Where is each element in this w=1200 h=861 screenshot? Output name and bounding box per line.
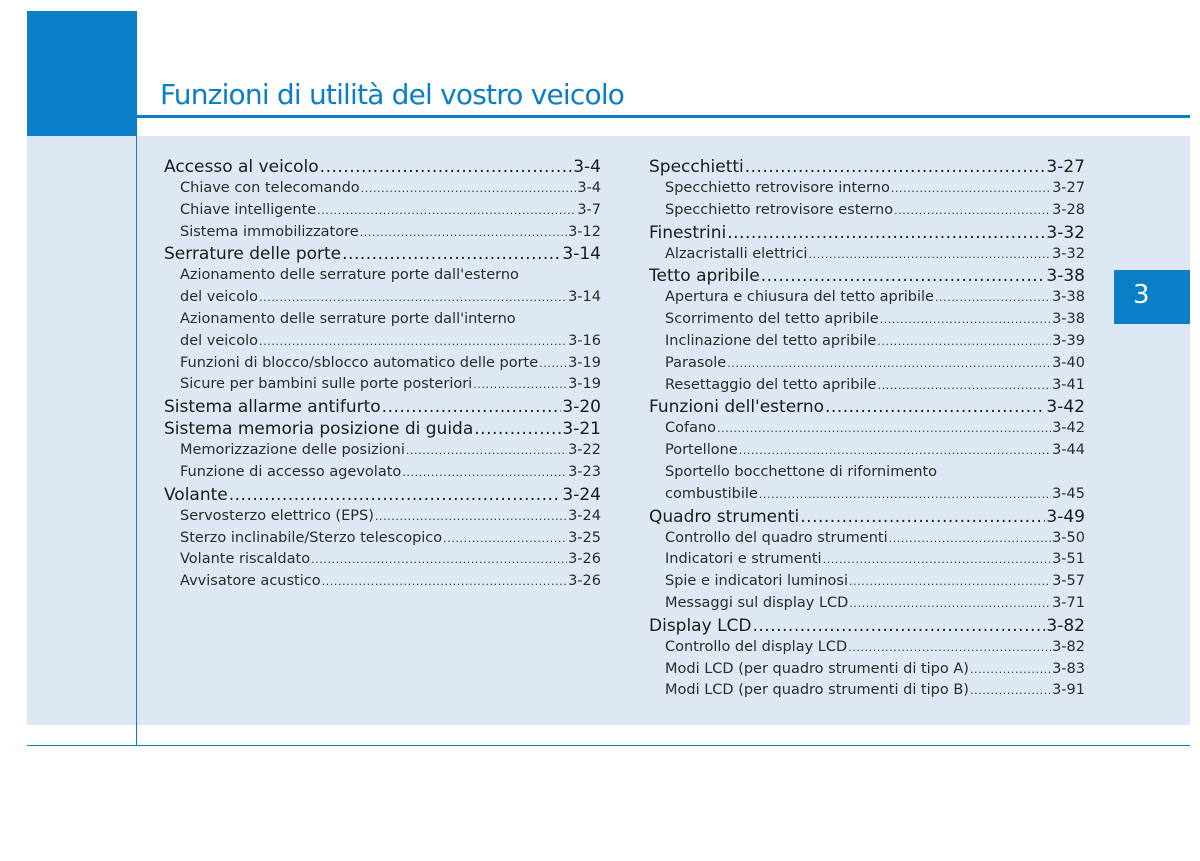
toc-subsection-entry[interactable] <box>164 265 601 287</box>
toc-subsection-entry[interactable] <box>164 506 601 528</box>
toc-subsection-entry[interactable] <box>649 375 1085 397</box>
toc-page-number: 3-83 <box>1052 660 1085 677</box>
toc-entry-label: Indicatori e strumenti <box>665 551 822 568</box>
toc-subsection-entry[interactable] <box>649 331 1085 353</box>
toc-entry-label: Chiave con telecomando <box>180 180 360 196</box>
toc-entry-label: Controllo del display LCD <box>665 638 848 655</box>
toc-leader-dots <box>539 353 567 375</box>
toc-leader-dots <box>759 484 1051 506</box>
toc-page-number: 3-38 <box>1046 266 1085 287</box>
toc-subsection-entry[interactable] <box>164 222 601 244</box>
toc-entry-label: del veicolo <box>180 332 259 349</box>
toc-subsection-entry[interactable] <box>649 484 1085 506</box>
toc-subsection-entry[interactable] <box>164 287 601 309</box>
toc-subsection-entry[interactable] <box>164 571 601 593</box>
toc-subsection-entry[interactable] <box>649 440 1085 462</box>
toc-subsection-entry[interactable] <box>164 178 601 200</box>
toc-page-number: 3-27 <box>1052 180 1085 196</box>
toc-entry-label: Chiave intelligente <box>180 201 317 218</box>
toc-subsection-entry[interactable] <box>649 637 1085 659</box>
toc-section-entry[interactable] <box>649 222 1085 244</box>
toc-page-number: 3-12 <box>568 223 601 240</box>
toc-subsection-entry[interactable] <box>164 528 601 550</box>
toc-entry-label: Accesso al veicolo <box>164 157 319 177</box>
toc-entry-label: Serrature delle porte <box>164 244 342 265</box>
toc-page-number: 3-82 <box>1052 638 1085 655</box>
toc-subsection-entry[interactable] <box>164 200 601 222</box>
toc-leader-dots <box>880 309 1051 331</box>
toc-entry-label: Modi LCD (per quadro strumenti di tipo A) <box>665 660 969 677</box>
toc-subsection-entry[interactable] <box>164 462 601 484</box>
toc-section-entry[interactable] <box>649 615 1085 637</box>
toc-entry-label: Spie e indicatori luminosi <box>665 573 848 590</box>
toc-leader-dots <box>259 287 567 309</box>
toc-page-number: 3-19 <box>568 376 601 393</box>
toc-entry-label: Avvisatore acustico <box>180 573 321 590</box>
toc-page-number: 3-19 <box>568 354 601 371</box>
toc-leader-dots <box>727 222 1045 244</box>
toc-page-number: 3-24 <box>562 484 601 505</box>
toc-leader-dots <box>473 374 567 396</box>
toc-page-number: 3-20 <box>562 397 601 418</box>
toc-section-entry[interactable] <box>164 243 601 265</box>
toc-page-number: 3-24 <box>568 507 601 524</box>
toc-subsection-entry[interactable] <box>649 287 1085 309</box>
toc-entry-label: Sistema allarme antifurto <box>164 397 381 418</box>
toc-leader-dots <box>935 287 1051 309</box>
toc-leader-dots <box>474 418 561 440</box>
toc-page-number: 3-42 <box>1052 420 1085 437</box>
toc-leader-dots <box>320 156 573 178</box>
toc-entry-label: Cofano <box>665 420 717 437</box>
toc-subsection-entry[interactable] <box>164 353 601 375</box>
toc-entry-label: Apertura e chiusura del tetto apribile <box>665 289 934 306</box>
toc-leader-dots <box>342 243 561 265</box>
toc-section-entry[interactable] <box>164 418 601 440</box>
toc-entry-label: Alzacristalli elettrici <box>665 245 808 262</box>
toc-leader-dots <box>727 353 1051 375</box>
toc-entry-label: Modi LCD (per quadro strumenti di tipo B) <box>665 682 969 699</box>
toc-page-number: 3-42 <box>1046 397 1085 418</box>
toc-entry-label: Specchietti <box>649 157 744 177</box>
toc-entry-label: Display LCD <box>649 615 752 636</box>
toc-page-number: 3-45 <box>1052 485 1085 502</box>
toc-subsection-entry[interactable] <box>649 309 1085 331</box>
toc-leader-dots <box>717 418 1051 440</box>
toc-entry-label: Volante <box>164 484 228 505</box>
toc-leader-dots <box>259 331 567 353</box>
toc-leader-dots <box>849 593 1051 615</box>
toc-entry-label: Sistema immobilizzatore <box>180 223 359 240</box>
page-title: Funzioni di utilità del vostro veicolo <box>160 78 625 111</box>
toc-subsection-entry[interactable] <box>649 462 1085 484</box>
toc-page-number: 3-38 <box>1052 311 1085 328</box>
toc-section-entry[interactable] <box>164 156 601 178</box>
left-margin-rule <box>136 136 137 746</box>
toc-subsection-entry[interactable] <box>164 309 601 331</box>
toc-entry-label: Portellone <box>665 442 738 459</box>
toc-subsection-entry[interactable] <box>649 200 1085 222</box>
toc-leader-dots <box>849 571 1051 593</box>
toc-column-left <box>164 156 601 593</box>
toc-entry-label: Sportello bocchettone di rifornimento <box>665 463 938 480</box>
toc-subsection-entry[interactable] <box>649 528 1085 550</box>
toc-page-number: 3-50 <box>1052 529 1085 546</box>
toc-entry-label: Funzioni dell'esterno <box>649 397 825 418</box>
toc-subsection-entry[interactable] <box>164 440 601 462</box>
toc-page-number: 3-82 <box>1046 615 1085 636</box>
toc-page-number: 3-41 <box>1052 376 1085 393</box>
toc-leader-dots <box>894 200 1051 222</box>
toc-page-number: 3-26 <box>568 573 601 590</box>
toc-page-number: 3-14 <box>568 289 601 306</box>
toc-section-entry[interactable] <box>164 396 601 418</box>
toc-page-number: 3-7 <box>577 201 601 218</box>
toc-leader-dots <box>317 200 576 222</box>
toc-page-number: 3-32 <box>1046 222 1085 243</box>
toc-entry-label: Volante riscaldato <box>180 551 311 568</box>
toc-entry-label: Parasole <box>665 354 727 371</box>
toc-leader-dots <box>823 549 1051 571</box>
toc-entry-label: Servosterzo elettrico (EPS) <box>180 507 374 524</box>
toc-column-right <box>649 156 1085 702</box>
title-underline <box>137 115 1190 118</box>
toc-leader-dots <box>739 440 1051 462</box>
toc-leader-dots <box>877 375 1051 397</box>
toc-leader-dots <box>745 156 1046 178</box>
toc-page-number: 3-71 <box>1052 594 1085 611</box>
toc-page-number: 3-91 <box>1052 682 1085 699</box>
toc-page-number: 3-44 <box>1052 442 1085 459</box>
toc-leader-dots <box>360 222 567 244</box>
toc-leader-dots <box>322 571 567 593</box>
toc-subsection-entry[interactable] <box>649 549 1085 571</box>
toc-leader-dots <box>877 331 1051 353</box>
toc-leader-dots <box>889 528 1051 550</box>
toc-entry-label: Tetto apribile <box>649 266 760 287</box>
toc-leader-dots <box>825 396 1045 418</box>
chapter-number: 3 <box>1133 280 1150 310</box>
toc-leader-dots <box>753 615 1046 637</box>
toc-subsection-entry[interactable] <box>649 593 1085 615</box>
toc-leader-dots <box>361 178 577 200</box>
toc-leader-dots <box>800 506 1045 528</box>
toc-page-number: 3-16 <box>568 332 601 349</box>
toc-subsection-entry[interactable] <box>649 680 1085 702</box>
toc-entry-label: Azionamento delle serrature porte dall'interno <box>180 310 516 327</box>
toc-leader-dots <box>406 440 567 462</box>
chapter-tab <box>1114 270 1190 324</box>
toc-leader-dots <box>382 396 562 418</box>
toc-entry-label: Funzioni di blocco/sblocco automatico delle porte <box>180 354 539 371</box>
toc-entry-label: Resettaggio del tetto apribile <box>665 376 877 393</box>
toc-leader-dots <box>761 265 1046 287</box>
toc-entry-label: Scorrimento del tetto apribile <box>665 311 879 328</box>
toc-subsection-entry[interactable] <box>649 571 1085 593</box>
toc-page-number: 3-28 <box>1052 201 1085 218</box>
toc-entry-label: Sistema memoria posizione di guida <box>164 419 474 440</box>
toc-leader-dots <box>402 462 567 484</box>
toc-entry-label: Finestrini <box>649 222 727 243</box>
toc-page-number: 3-21 <box>562 419 601 440</box>
toc-section-entry[interactable] <box>649 265 1085 287</box>
toc-section-entry[interactable] <box>649 156 1085 178</box>
toc-leader-dots <box>970 659 1051 681</box>
toc-entry-label: Sicure per bambini sulle porte posteriori <box>180 376 473 393</box>
toc-entry-label: Specchietto retrovisore interno <box>665 180 890 196</box>
toc-page-number: 3-57 <box>1052 573 1085 590</box>
toc-leader-dots <box>443 528 567 550</box>
toc-page-number: 3-4 <box>573 157 601 177</box>
toc-subsection-entry[interactable] <box>649 244 1085 266</box>
toc-entry-label: Messaggi sul display LCD <box>665 594 849 611</box>
toc-page-number: 3-4 <box>577 180 601 196</box>
toc-entry-label: Funzione di accesso agevolato <box>180 463 402 480</box>
toc-leader-dots <box>229 484 562 506</box>
bottom-rule <box>27 745 1190 746</box>
toc-leader-dots <box>375 506 567 528</box>
header-color-block <box>27 11 137 136</box>
toc-leader-dots <box>891 178 1051 200</box>
toc-subsection-entry[interactable] <box>164 549 601 571</box>
toc-entry-label: del veicolo <box>180 289 259 306</box>
toc-leader-dots <box>311 549 567 571</box>
toc-subsection-entry[interactable] <box>164 331 601 353</box>
toc-page-number: 3-22 <box>568 442 601 459</box>
toc-entry-label: Sterzo inclinabile/Sterzo telescopico <box>180 529 443 546</box>
toc-subsection-entry[interactable] <box>649 418 1085 440</box>
toc-entry-label: combustibile <box>665 485 758 502</box>
toc-entry-label: Memorizzazione delle posizioni <box>180 442 405 459</box>
toc-subsection-entry[interactable] <box>649 178 1085 200</box>
toc-section-entry[interactable] <box>649 396 1085 418</box>
toc-page-number: 3-32 <box>1052 245 1085 262</box>
toc-subsection-entry[interactable] <box>649 659 1085 681</box>
toc-entry-label: Quadro strumenti <box>649 506 800 527</box>
toc-leader-dots <box>848 637 1051 659</box>
toc-section-entry[interactable] <box>649 506 1085 528</box>
toc-entry-label: Inclinazione del tetto apribile <box>665 332 877 349</box>
toc-page-number: 3-23 <box>568 463 601 480</box>
toc-page-number: 3-38 <box>1052 289 1085 306</box>
toc-page-number: 3-51 <box>1052 551 1085 568</box>
toc-page-number: 3-25 <box>568 529 601 546</box>
toc-leader-dots <box>808 244 1051 266</box>
toc-page-number: 3-49 <box>1046 506 1085 527</box>
toc-page-number: 3-40 <box>1052 354 1085 371</box>
toc-subsection-entry[interactable] <box>164 374 601 396</box>
toc-page-number: 3-26 <box>568 551 601 568</box>
toc-page-number: 3-27 <box>1046 157 1085 177</box>
toc-section-entry[interactable] <box>164 484 601 506</box>
toc-page-number: 3-14 <box>562 244 601 265</box>
toc-subsection-entry[interactable] <box>649 353 1085 375</box>
toc-leader-dots <box>970 680 1051 702</box>
toc-page-number: 3-39 <box>1052 332 1085 349</box>
toc-entry-label: Specchietto retrovisore esterno <box>665 201 894 218</box>
toc-entry-label: Controllo del quadro strumenti <box>665 529 888 546</box>
toc-entry-label: Azionamento delle serrature porte dall'esterno <box>180 267 519 284</box>
